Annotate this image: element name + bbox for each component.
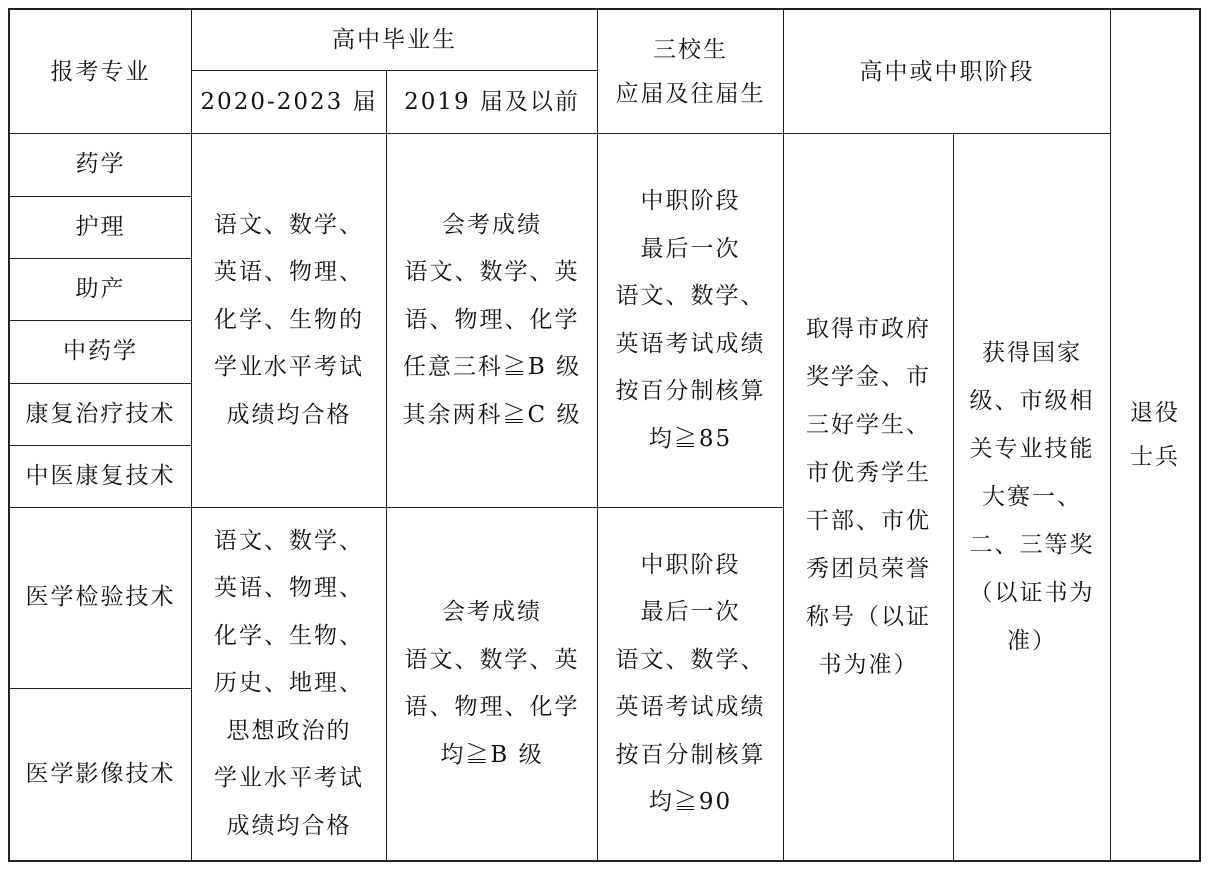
criteria-line: 英语考试成绩	[615, 694, 766, 720]
criteria-line: 其余两科≧C 级	[402, 401, 582, 428]
criteria-line: 均≧B 级	[440, 741, 544, 768]
criteria-line: 中职阶段	[640, 551, 741, 578]
major-cell	[10, 508, 191, 688]
criteria-line: 语、物理、化学	[404, 306, 580, 333]
major-cell	[10, 321, 191, 383]
major-name: 医学检验技术	[25, 584, 176, 611]
group2-three-school	[598, 508, 783, 860]
honors-line: 市优秀学生	[806, 460, 931, 486]
header-veterans-line: 退役	[1130, 400, 1180, 426]
group1-hs-2019-before	[387, 134, 597, 507]
awards-line: 准）	[1007, 628, 1057, 654]
criteria-line: 英语、物理、	[214, 575, 364, 602]
criteria-line: 成绩均合格	[226, 812, 352, 839]
criteria-line: 按百分制核算	[615, 378, 766, 404]
criteria-line: 语、物理、化学	[404, 694, 580, 720]
major-name: 医学影像技术	[25, 760, 176, 787]
header-hs-or-vocational-text: 高中或中职阶段	[859, 58, 1035, 85]
criteria-line: 英语考试成绩	[615, 330, 766, 357]
header-hs-grads-text: 高中毕业生	[332, 27, 457, 53]
awards-line: 级、市级相	[969, 388, 1095, 414]
awards-cell	[954, 134, 1110, 860]
criteria-line: 历史、地理、	[214, 670, 364, 697]
group1-three-school	[598, 134, 783, 507]
header-hs-2019-before-text: 2019 届及以前	[404, 89, 580, 115]
table-border-right	[1199, 8, 1201, 862]
awards-line: 二、三等奖	[969, 532, 1095, 558]
table-border-bottom	[8, 860, 1201, 862]
major-cell	[10, 197, 191, 258]
awards-line: （以证书为	[969, 580, 1095, 606]
major-name: 康复治疗技术	[25, 400, 176, 427]
group1-hs-2020-2023	[192, 134, 386, 507]
criteria-line: 化学、生物的	[214, 306, 364, 333]
honors-line: 奖学金、市	[806, 364, 931, 390]
major-cell	[10, 134, 191, 196]
criteria-line: 最后一次	[640, 599, 741, 625]
major-cell	[10, 384, 191, 445]
major-name: 中药学	[63, 338, 138, 365]
honors-line: 称号（以证	[806, 604, 931, 630]
header-hs-grads	[192, 10, 597, 70]
criteria-line: 按百分制核算	[615, 741, 766, 768]
criteria-line: 语文、数学、英	[404, 259, 580, 286]
criteria-line: 思想政治的	[226, 717, 352, 744]
major-cell	[10, 259, 191, 320]
criteria-line: 英语、物理、	[214, 259, 364, 286]
header-hs-2020-2023	[192, 71, 386, 133]
criteria-line: 语文、数学、	[615, 283, 766, 309]
criteria-line: 语文、数学、	[615, 646, 766, 673]
group2-hs-2020-2023	[192, 508, 386, 860]
honors-line: 书为准）	[818, 652, 919, 678]
criteria-line: 语文、数学、	[214, 211, 364, 238]
criteria-line: 均≧90	[648, 789, 733, 815]
header-major	[10, 10, 191, 133]
criteria-line: 均≧85	[648, 425, 733, 452]
header-hs-2020-2023-text: 2020-2023 届	[200, 89, 378, 115]
honors-line: 三好学生、	[806, 412, 931, 438]
major-cell	[10, 446, 191, 507]
header-hs-or-vocational	[784, 10, 1110, 133]
criteria-line: 语文、数学、英	[404, 646, 580, 673]
criteria-line: 化学、生物、	[214, 622, 364, 649]
criteria-line: 语文、数学、	[214, 527, 364, 554]
honors-line: 取得市政府	[806, 316, 931, 342]
criteria-line: 会考成绩	[442, 211, 542, 238]
group2-hs-2019-before	[387, 508, 597, 860]
major-name: 助产	[75, 275, 126, 302]
header-hs-2019-before	[387, 71, 597, 133]
header-veterans-line: 士兵	[1130, 444, 1180, 470]
criteria-line: 会考成绩	[442, 599, 542, 625]
criteria-line: 学业水平考试	[214, 354, 364, 381]
major-cell	[10, 689, 191, 860]
criteria-line: 成绩均合格	[226, 401, 352, 428]
header-three-school-line: 应届及往届生	[615, 80, 766, 107]
honors-cell	[784, 134, 953, 860]
header-major-text: 报考专业	[50, 58, 151, 85]
header-three-school	[598, 10, 783, 133]
criteria-line: 任意三科≧B 级	[402, 354, 582, 381]
honors-line: 干部、市优	[806, 508, 931, 534]
awards-line: 获得国家	[982, 340, 1082, 366]
major-name: 中医康复技术	[25, 462, 176, 489]
criteria-line: 最后一次	[640, 235, 741, 262]
awards-line: 大赛一、	[982, 484, 1082, 510]
header-veterans	[1111, 10, 1199, 860]
awards-line: 关专业技能	[969, 436, 1095, 462]
criteria-line: 学业水平考试	[214, 765, 364, 792]
major-name: 护理	[75, 213, 126, 240]
honors-line: 秀团员荣誉	[806, 556, 931, 582]
major-name: 药学	[75, 151, 126, 178]
header-three-school-line: 三校生	[653, 36, 728, 63]
criteria-line: 中职阶段	[640, 188, 741, 214]
